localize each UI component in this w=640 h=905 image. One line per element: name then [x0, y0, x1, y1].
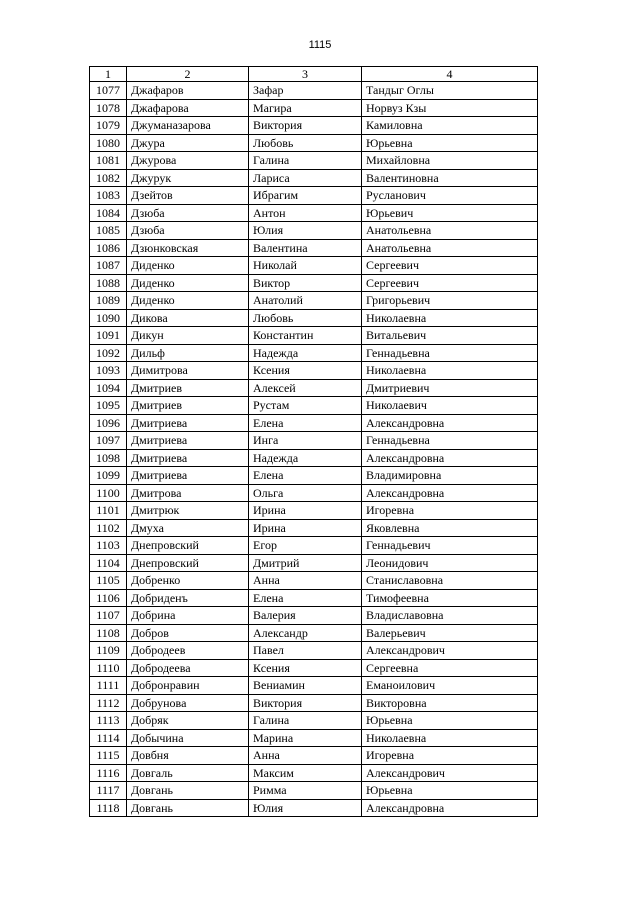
surname-cell: Добронравин [127, 677, 249, 695]
row-number-cell: 1091 [90, 327, 127, 345]
first-name-cell: Рустам [249, 397, 362, 415]
surname-cell: Дмитриев [127, 379, 249, 397]
table-row [90, 659, 538, 677]
table-row [90, 484, 538, 502]
roster-table [89, 66, 538, 817]
patronymic-cell: Михайловна [362, 152, 538, 170]
table-row [90, 607, 538, 625]
surname-cell: Джафаров [127, 82, 249, 100]
table-row [90, 222, 538, 240]
row-number-cell: 1112 [90, 694, 127, 712]
table-row [90, 152, 538, 170]
patronymic-cell: Геннадьевич [362, 537, 538, 555]
surname-cell: Джуманазарова [127, 117, 249, 135]
surname-cell: Дмитриева [127, 467, 249, 485]
patronymic-cell: Геннадьевна [362, 344, 538, 362]
table-row [90, 624, 538, 642]
patronymic-cell: Сергеевна [362, 659, 538, 677]
surname-cell: Дикун [127, 327, 249, 345]
surname-cell: Довгань [127, 782, 249, 800]
row-number-cell: 1080 [90, 134, 127, 152]
table-row [90, 782, 538, 800]
surname-cell: Джурук [127, 169, 249, 187]
roster-body [90, 82, 538, 817]
first-name-cell: Елена [249, 414, 362, 432]
patronymic-cell: Тимофеевна [362, 589, 538, 607]
surname-cell: Довгань [127, 799, 249, 817]
table-row [90, 729, 538, 747]
table-row [90, 519, 538, 537]
patronymic-cell: Николаевна [362, 309, 538, 327]
first-name-cell: Анатолий [249, 292, 362, 310]
patronymic-cell: Валерьевич [362, 624, 538, 642]
surname-cell: Диденко [127, 274, 249, 292]
table-row [90, 537, 538, 555]
row-number-cell: 1098 [90, 449, 127, 467]
first-name-cell: Александр [249, 624, 362, 642]
table-row [90, 344, 538, 362]
surname-cell: Дмитриева [127, 449, 249, 467]
first-name-cell: Юлия [249, 222, 362, 240]
row-number-cell: 1083 [90, 187, 127, 205]
table-row [90, 187, 538, 205]
first-name-cell: Ксения [249, 659, 362, 677]
first-name-cell: Ольга [249, 484, 362, 502]
table-row [90, 99, 538, 117]
table-row [90, 414, 538, 432]
surname-cell: Дмитриев [127, 397, 249, 415]
first-name-cell: Любовь [249, 309, 362, 327]
patronymic-cell: Викторовна [362, 694, 538, 712]
row-number-cell: 1094 [90, 379, 127, 397]
first-name-cell: Анна [249, 572, 362, 590]
table-row [90, 309, 538, 327]
first-name-cell: Анна [249, 747, 362, 765]
first-name-cell: Магира [249, 99, 362, 117]
row-number-cell: 1107 [90, 607, 127, 625]
row-number-cell: 1085 [90, 222, 127, 240]
patronymic-cell: Александровна [362, 449, 538, 467]
first-name-cell: Павел [249, 642, 362, 660]
row-number-cell: 1097 [90, 432, 127, 450]
table-row [90, 572, 538, 590]
table-row [90, 292, 538, 310]
surname-cell: Диденко [127, 257, 249, 275]
surname-cell: Дмитрюк [127, 502, 249, 520]
first-name-cell: Валерия [249, 607, 362, 625]
patronymic-cell: Николаевич [362, 397, 538, 415]
surname-cell: Дмитрова [127, 484, 249, 502]
row-number-cell: 1088 [90, 274, 127, 292]
first-name-cell: Виктор [249, 274, 362, 292]
surname-cell: Добычина [127, 729, 249, 747]
patronymic-cell: Леонидович [362, 554, 538, 572]
patronymic-cell: Камиловна [362, 117, 538, 135]
row-number-cell: 1109 [90, 642, 127, 660]
first-name-cell: Алексей [249, 379, 362, 397]
surname-cell: Довбня [127, 747, 249, 765]
first-name-cell: Вениамин [249, 677, 362, 695]
patronymic-cell: Анатольевна [362, 239, 538, 257]
patronymic-cell: Александрович [362, 764, 538, 782]
patronymic-cell: Тандыг Оглы [362, 82, 538, 100]
row-number-cell: 1108 [90, 624, 127, 642]
table-row [90, 204, 538, 222]
surname-cell: Добров [127, 624, 249, 642]
page-number: 1115 [308, 39, 332, 51]
table-row [90, 712, 538, 730]
table-row [90, 747, 538, 765]
table-row [90, 257, 538, 275]
table-row [90, 554, 538, 572]
table-row [90, 327, 538, 345]
header-cell: 1 [90, 67, 127, 82]
table-row [90, 677, 538, 695]
table-row [90, 117, 538, 135]
row-number-cell: 1096 [90, 414, 127, 432]
table-row [90, 134, 538, 152]
first-name-cell: Ибрагим [249, 187, 362, 205]
surname-cell: Джафарова [127, 99, 249, 117]
first-name-cell: Римма [249, 782, 362, 800]
table-row [90, 799, 538, 817]
table-row [90, 467, 538, 485]
row-number-cell: 1114 [90, 729, 127, 747]
first-name-cell: Ксения [249, 362, 362, 380]
first-name-cell: Надежда [249, 449, 362, 467]
first-name-cell: Николай [249, 257, 362, 275]
table-row [90, 694, 538, 712]
row-number-cell: 1113 [90, 712, 127, 730]
row-number-cell: 1084 [90, 204, 127, 222]
table-row [90, 379, 538, 397]
first-name-cell: Ирина [249, 519, 362, 537]
row-number-cell: 1078 [90, 99, 127, 117]
row-number-cell: 1118 [90, 799, 127, 817]
surname-cell: Дмуха [127, 519, 249, 537]
row-number-cell: 1116 [90, 764, 127, 782]
header-cell: 2 [127, 67, 249, 82]
surname-cell: Димитрова [127, 362, 249, 380]
patronymic-cell: Владиславовна [362, 607, 538, 625]
row-number-cell: 1093 [90, 362, 127, 380]
table-row [90, 397, 538, 415]
patronymic-cell: Валентиновна [362, 169, 538, 187]
row-number-cell: 1111 [90, 677, 127, 695]
patronymic-cell: Николаевна [362, 362, 538, 380]
first-name-cell: Любовь [249, 134, 362, 152]
row-number-cell: 1100 [90, 484, 127, 502]
first-name-cell: Надежда [249, 344, 362, 362]
patronymic-cell: Юрьевна [362, 134, 538, 152]
patronymic-cell: Норвуз Кзы [362, 99, 538, 117]
surname-cell: Днепровский [127, 537, 249, 555]
row-number-cell: 1095 [90, 397, 127, 415]
surname-cell: Диденко [127, 292, 249, 310]
first-name-cell: Константин [249, 327, 362, 345]
patronymic-cell: Сергеевич [362, 274, 538, 292]
table-row [90, 239, 538, 257]
row-number-cell: 1079 [90, 117, 127, 135]
patronymic-cell: Юрьевна [362, 782, 538, 800]
surname-cell: Джура [127, 134, 249, 152]
row-number-cell: 1104 [90, 554, 127, 572]
surname-cell: Днепровский [127, 554, 249, 572]
row-number-cell: 1117 [90, 782, 127, 800]
row-number-cell: 1081 [90, 152, 127, 170]
header-cell: 3 [249, 67, 362, 82]
surname-cell: Добрунова [127, 694, 249, 712]
row-number-cell: 1102 [90, 519, 127, 537]
row-number-cell: 1101 [90, 502, 127, 520]
patronymic-cell: Витальевич [362, 327, 538, 345]
row-number-cell: 1087 [90, 257, 127, 275]
first-name-cell: Виктория [249, 117, 362, 135]
first-name-cell: Зафар [249, 82, 362, 100]
patronymic-cell: Юрьевич [362, 204, 538, 222]
patronymic-cell: Геннадьевна [362, 432, 538, 450]
first-name-cell: Лариса [249, 169, 362, 187]
header-row [90, 67, 538, 82]
patronymic-cell: Яковлевна [362, 519, 538, 537]
surname-cell: Добродеев [127, 642, 249, 660]
patronymic-cell: Александровна [362, 484, 538, 502]
table-row [90, 82, 538, 100]
surname-cell: Дмитриева [127, 432, 249, 450]
table-row [90, 362, 538, 380]
surname-cell: Дзюба [127, 204, 249, 222]
patronymic-cell: Станиславовна [362, 572, 538, 590]
surname-cell: Довгаль [127, 764, 249, 782]
surname-cell: Дильф [127, 344, 249, 362]
row-number-cell: 1115 [90, 747, 127, 765]
patronymic-cell: Александрович [362, 642, 538, 660]
table-row [90, 642, 538, 660]
first-name-cell: Галина [249, 712, 362, 730]
row-number-cell: 1103 [90, 537, 127, 555]
row-number-cell: 1086 [90, 239, 127, 257]
table-row [90, 589, 538, 607]
row-number-cell: 1089 [90, 292, 127, 310]
first-name-cell: Марина [249, 729, 362, 747]
patronymic-cell: Дмитриевич [362, 379, 538, 397]
table-row [90, 432, 538, 450]
patronymic-cell: Русланович [362, 187, 538, 205]
surname-cell: Дзюнковская [127, 239, 249, 257]
first-name-cell: Антон [249, 204, 362, 222]
surname-cell: Добряк [127, 712, 249, 730]
patronymic-cell: Владимировна [362, 467, 538, 485]
patronymic-cell: Сергеевич [362, 257, 538, 275]
header-cell: 4 [362, 67, 538, 82]
patronymic-cell: Александровна [362, 799, 538, 817]
surname-cell: Дмитриева [127, 414, 249, 432]
surname-cell: Добрина [127, 607, 249, 625]
surname-cell: Добриденъ [127, 589, 249, 607]
surname-cell: Дзейтов [127, 187, 249, 205]
row-number-cell: 1099 [90, 467, 127, 485]
surname-cell: Дикова [127, 309, 249, 327]
row-number-cell: 1106 [90, 589, 127, 607]
row-number-cell: 1105 [90, 572, 127, 590]
first-name-cell: Дмитрий [249, 554, 362, 572]
row-number-cell: 1082 [90, 169, 127, 187]
patronymic-cell: Григорьевич [362, 292, 538, 310]
first-name-cell: Ирина [249, 502, 362, 520]
patronymic-cell: Еманоилович [362, 677, 538, 695]
patronymic-cell: Анатольевна [362, 222, 538, 240]
table-row [90, 449, 538, 467]
row-number-cell: 1077 [90, 82, 127, 100]
table-row [90, 764, 538, 782]
patronymic-cell: Игоревна [362, 747, 538, 765]
first-name-cell: Елена [249, 467, 362, 485]
patronymic-cell: Александровна [362, 414, 538, 432]
surname-cell: Добренко [127, 572, 249, 590]
table-row [90, 169, 538, 187]
first-name-cell: Виктория [249, 694, 362, 712]
table-row [90, 502, 538, 520]
surname-cell: Джурова [127, 152, 249, 170]
row-number-cell: 1110 [90, 659, 127, 677]
first-name-cell: Юлия [249, 799, 362, 817]
surname-cell: Дзюба [127, 222, 249, 240]
first-name-cell: Максим [249, 764, 362, 782]
table-row [90, 274, 538, 292]
first-name-cell: Галина [249, 152, 362, 170]
first-name-cell: Елена [249, 589, 362, 607]
first-name-cell: Инга [249, 432, 362, 450]
patronymic-cell: Юрьевна [362, 712, 538, 730]
surname-cell: Добродеева [127, 659, 249, 677]
row-number-cell: 1090 [90, 309, 127, 327]
first-name-cell: Валентина [249, 239, 362, 257]
row-number-cell: 1092 [90, 344, 127, 362]
first-name-cell: Егор [249, 537, 362, 555]
patronymic-cell: Николаевна [362, 729, 538, 747]
patronymic-cell: Игоревна [362, 502, 538, 520]
